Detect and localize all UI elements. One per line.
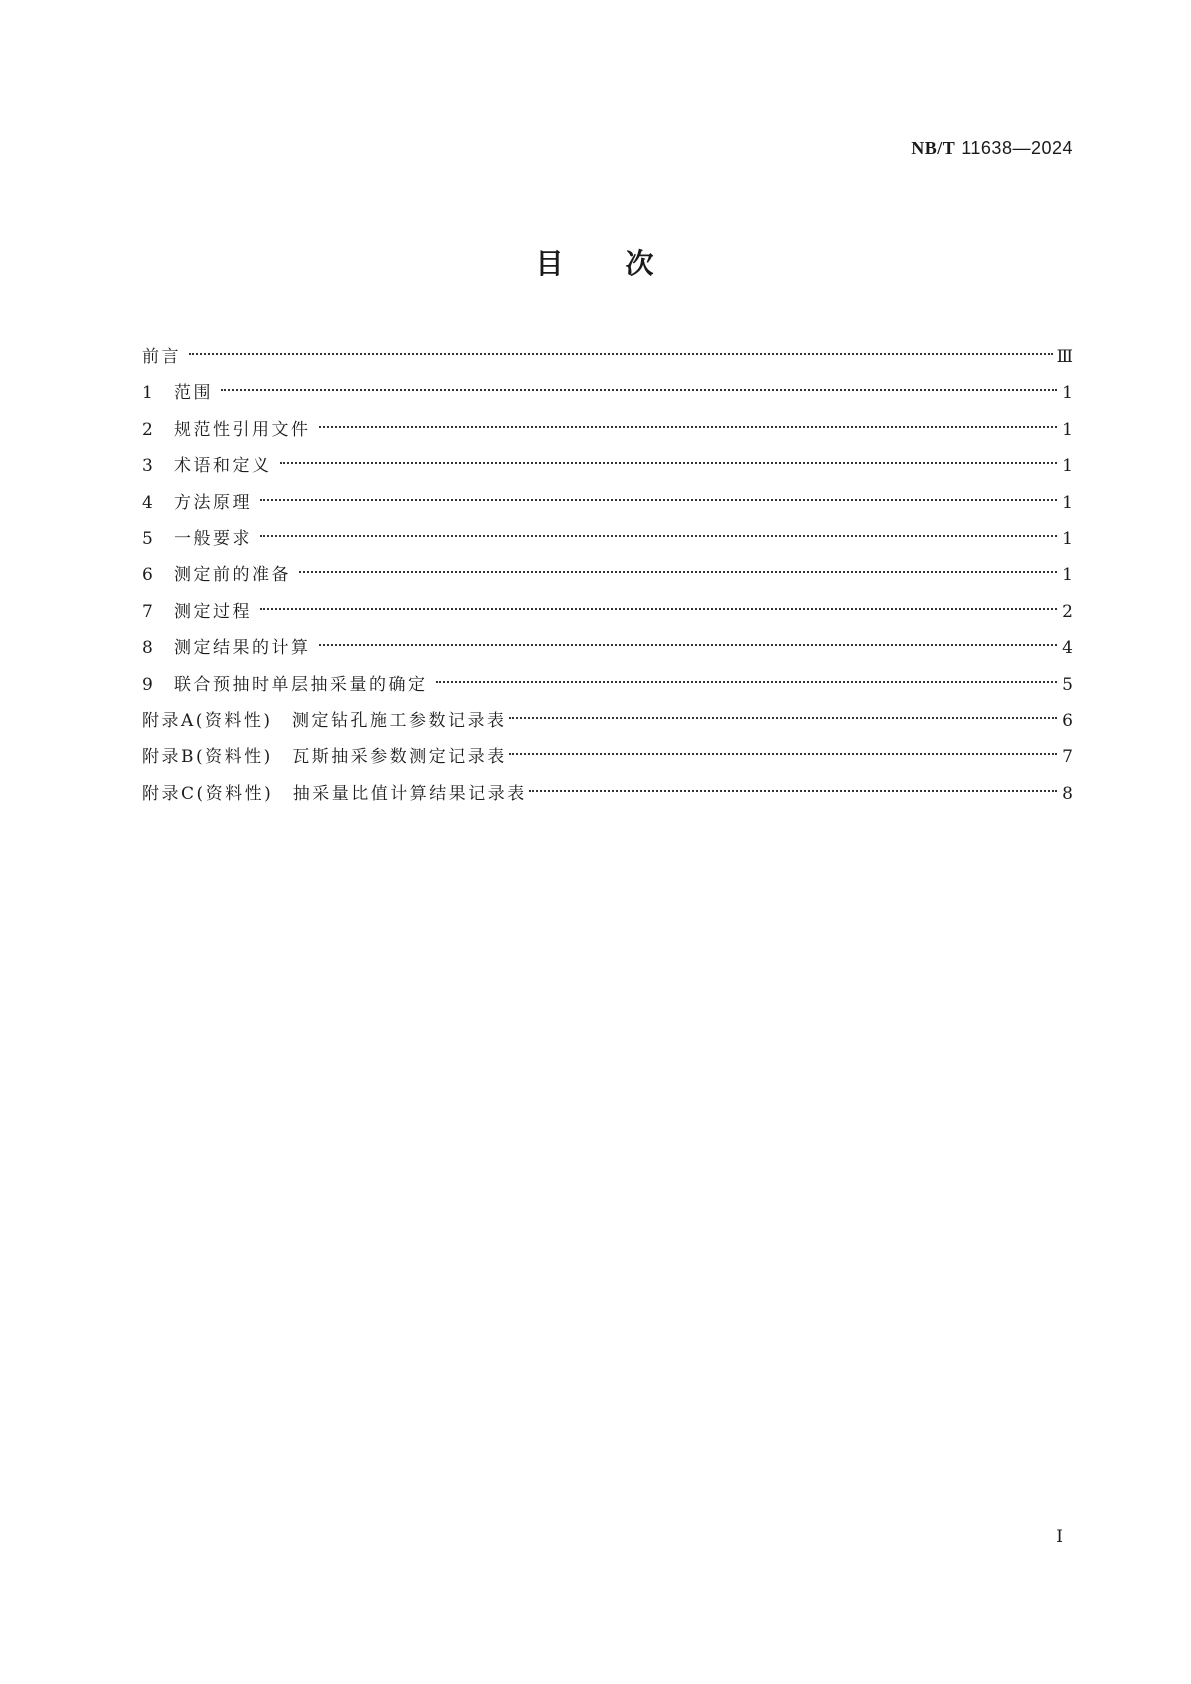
toc-entry-label: 方法原理 — [174, 492, 252, 513]
toc-dot-leader — [509, 753, 1057, 755]
document-code-prefix: NB/T — [911, 138, 956, 158]
toc-dot-leader — [280, 462, 1058, 464]
toc-entry[interactable] — [142, 776, 1073, 812]
toc-entry-page: 1 — [1062, 419, 1073, 440]
toc-entry-number: 1 — [142, 383, 153, 404]
toc-entry-label: 测定前的准备 — [174, 565, 291, 586]
toc-entry[interactable] — [142, 594, 1073, 630]
toc-entry-label: 一般要求 — [174, 528, 252, 549]
toc-dot-leader — [260, 499, 1057, 501]
toc-entry[interactable] — [142, 448, 1073, 484]
table-of-contents — [142, 339, 1073, 812]
toc-entry-page: 2 — [1062, 601, 1073, 622]
toc-entry-number: 4 — [142, 492, 153, 513]
toc-entry[interactable] — [142, 375, 1073, 411]
toc-entry[interactable] — [142, 557, 1073, 593]
toc-entry-number: 2 — [142, 419, 153, 440]
toc-entry-page: 7 — [1062, 747, 1073, 768]
toc-entry-label: 附录C(资料性) 抽采量比值计算结果记录表 — [142, 783, 527, 804]
toc-entry-page: 8 — [1062, 783, 1073, 804]
toc-entry-number: 8 — [142, 638, 153, 659]
toc-entry[interactable] — [142, 739, 1073, 775]
toc-entry-label: 联合预抽时单层抽采量的确定 — [174, 674, 428, 695]
toc-entry-page: 6 — [1062, 710, 1073, 731]
toc-entry-page: 4 — [1062, 638, 1073, 659]
toc-entry[interactable] — [142, 630, 1073, 666]
toc-dot-leader — [299, 571, 1057, 573]
toc-entry-label: 测定过程 — [174, 601, 252, 622]
toc-entry-page: 1 — [1062, 565, 1073, 586]
toc-dot-leader — [529, 790, 1057, 792]
toc-entry-number: 7 — [142, 601, 153, 622]
toc-dot-leader — [221, 389, 1057, 391]
document-code — [911, 138, 1073, 159]
toc-entry-label: 规范性引用文件 — [174, 419, 311, 440]
toc-entry-page: 1 — [1062, 456, 1073, 477]
toc-entry-number: 6 — [142, 565, 153, 586]
toc-entry-number: 3 — [142, 456, 153, 477]
toc-entry[interactable] — [142, 485, 1073, 521]
toc-entry-number: 5 — [142, 528, 153, 549]
toc-dot-leader — [319, 644, 1058, 646]
document-code-number: 11638—2024 — [961, 138, 1073, 158]
toc-entry-label: 测定结果的计算 — [174, 638, 311, 659]
toc-dot-leader — [189, 353, 1053, 355]
toc-entry-page: Ⅲ — [1056, 347, 1073, 367]
toc-entry[interactable] — [142, 412, 1073, 448]
toc-entry-page: 5 — [1062, 674, 1073, 695]
toc-dot-leader — [260, 535, 1057, 537]
toc-entry[interactable] — [142, 521, 1073, 557]
toc-entry-page: 1 — [1062, 528, 1073, 549]
page-title: 目 次 — [535, 247, 656, 280]
toc-entry-label: 附录A(资料性) 测定钻孔施工参数记录表 — [142, 710, 507, 731]
toc-entry-page: 1 — [1062, 383, 1073, 404]
toc-entry-label: 附录B(资料性) 瓦斯抽采参数测定记录表 — [142, 747, 507, 768]
toc-entry-label: 前言 — [142, 347, 181, 367]
toc-entry[interactable] — [142, 703, 1073, 739]
toc-entry-page: 1 — [1062, 492, 1073, 513]
toc-dot-leader — [319, 426, 1058, 428]
toc-dot-leader — [260, 608, 1057, 610]
toc-entry-label: 术语和定义 — [174, 456, 272, 477]
toc-entry-label: 范围 — [174, 383, 213, 404]
toc-entry-number: 9 — [142, 674, 153, 695]
toc-entry[interactable] — [142, 339, 1073, 375]
toc-dot-leader — [509, 717, 1057, 719]
page-number: Ⅰ — [1056, 1527, 1063, 1547]
toc-dot-leader — [436, 681, 1058, 683]
toc-entry[interactable] — [142, 667, 1073, 703]
